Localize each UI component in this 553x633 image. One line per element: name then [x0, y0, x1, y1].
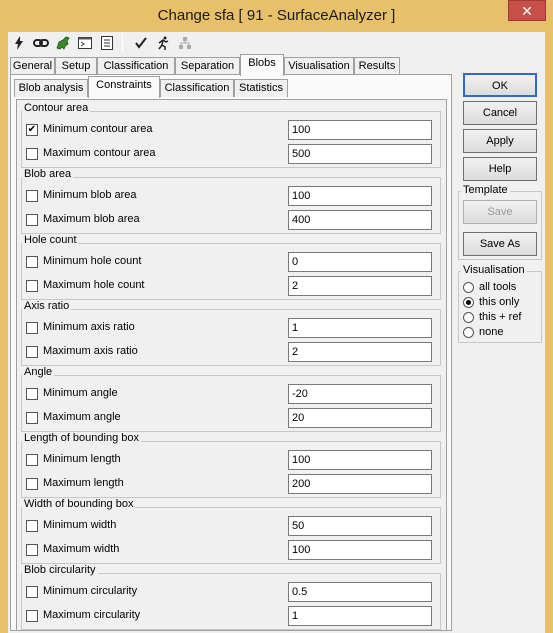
min-angle-checkbox[interactable]: [26, 388, 38, 400]
max-axis-ratio-field[interactable]: [288, 342, 432, 362]
radio-label: none: [479, 326, 504, 338]
hole-count-group: [21, 234, 441, 300]
constraints-panel: [16, 99, 447, 631]
constraint-row: [26, 210, 438, 230]
dialog-client: [8, 32, 545, 633]
max-contour-area-field[interactable]: [288, 144, 432, 164]
blobs-panel: [10, 74, 452, 631]
min-hole-count-checkbox[interactable]: [26, 256, 38, 268]
row-label: Maximum angle: [43, 411, 121, 423]
toolbar-separator: [122, 34, 123, 52]
min-circularity-checkbox[interactable]: [26, 586, 38, 598]
min-hole-count-field[interactable]: [288, 252, 432, 272]
row-label: Minimum contour area: [43, 123, 153, 135]
row-label: Minimum hole count: [43, 255, 142, 267]
max-axis-ratio-checkbox[interactable]: [26, 346, 38, 358]
max-hole-count-field[interactable]: [288, 276, 432, 296]
apply-button[interactable]: Apply: [463, 129, 537, 153]
tab-sub-classification[interactable]: Classification: [160, 79, 234, 97]
group-title: Blob circularity: [24, 564, 96, 576]
row-label: Maximum blob area: [43, 213, 140, 225]
min-blob-area-checkbox[interactable]: [26, 190, 38, 202]
group-title: Blob area: [24, 168, 72, 180]
max-length-field[interactable]: [288, 474, 432, 494]
constraint-row: [26, 384, 438, 404]
row-label: Minimum angle: [43, 387, 118, 399]
group-title: Hole count: [24, 234, 77, 246]
tab-statistics[interactable]: Statistics: [234, 79, 288, 97]
circularity-group: [21, 564, 441, 630]
radio-button[interactable]: [463, 312, 474, 323]
constraint-row: [26, 186, 438, 206]
radio-label: this only: [479, 296, 520, 308]
max-contour-area-checkbox[interactable]: [26, 148, 38, 160]
row-label: Minimum circularity: [43, 585, 138, 597]
checkmark-icon[interactable]: [132, 34, 150, 52]
max-angle-checkbox[interactable]: [26, 412, 38, 424]
cancel-button[interactable]: Cancel: [463, 101, 537, 125]
min-blob-area-field[interactable]: [288, 186, 432, 206]
tab-blobs[interactable]: Blobs: [240, 54, 284, 76]
max-width-checkbox[interactable]: [26, 544, 38, 556]
title-bar[interactable]: [0, 0, 553, 32]
axis-ratio-group: [21, 300, 441, 366]
max-length-checkbox[interactable]: [26, 478, 38, 490]
radio-label: all tools: [479, 281, 517, 293]
radio-button[interactable]: [463, 327, 474, 338]
tab-results[interactable]: Results: [354, 57, 400, 75]
max-circularity-field[interactable]: [288, 606, 432, 626]
help-button[interactable]: Help: [463, 157, 537, 181]
row-label: Maximum contour area: [43, 147, 156, 159]
min-length-field[interactable]: [288, 450, 432, 470]
bounding-length-group: [21, 432, 441, 498]
group-title: Length of bounding box: [24, 432, 139, 444]
template-title: Template: [463, 184, 508, 196]
min-length-checkbox[interactable]: [26, 454, 38, 466]
link-icon[interactable]: [32, 34, 50, 52]
radio-button[interactable]: [463, 297, 474, 308]
row-label: Maximum circularity: [43, 609, 141, 621]
angle-group: [21, 366, 441, 432]
blob-area-group: [21, 168, 441, 234]
tab-blob-analysis[interactable]: Blob analysis: [14, 79, 88, 97]
row-label: Minimum width: [43, 519, 117, 531]
console-icon[interactable]: [76, 34, 94, 52]
tab-classification[interactable]: Classification: [97, 57, 175, 75]
close-button[interactable]: ✕: [508, 0, 546, 21]
template-save-button: Save: [463, 200, 537, 224]
constraint-row: [26, 450, 438, 470]
max-blob-area-field[interactable]: [288, 210, 432, 230]
min-contour-area-field[interactable]: [288, 120, 432, 140]
constraint-row: [26, 120, 438, 140]
constraint-row: [26, 516, 438, 536]
min-axis-ratio-checkbox[interactable]: [26, 322, 38, 334]
constraint-row: [26, 582, 438, 602]
group-title: Contour area: [24, 102, 89, 114]
visualisation-title: Visualisation: [463, 264, 525, 276]
constraint-row: [26, 606, 438, 626]
max-hole-count-checkbox[interactable]: [26, 280, 38, 292]
row-label: Maximum width: [43, 543, 120, 555]
ok-button[interactable]: OK: [463, 73, 537, 97]
row-label: Minimum length: [43, 453, 121, 465]
bolt-icon[interactable]: [10, 34, 28, 52]
constraint-row: [26, 342, 438, 362]
row-label: Maximum length: [43, 477, 124, 489]
row-label: Minimum axis ratio: [43, 321, 135, 333]
group-title: Axis ratio: [24, 300, 70, 312]
network-icon: [176, 34, 194, 52]
tab-separation[interactable]: Separation: [175, 57, 240, 75]
row-label: Maximum hole count: [43, 279, 145, 291]
toolbar: [8, 32, 545, 54]
constraint-row: [26, 474, 438, 494]
constraint-row: [26, 144, 438, 164]
tab-constraints[interactable]: Constraints: [88, 76, 160, 98]
tab-general[interactable]: General: [10, 57, 55, 75]
dinosaur-icon[interactable]: [54, 34, 72, 52]
min-angle-field[interactable]: [288, 384, 432, 404]
min-circularity-field[interactable]: [288, 582, 432, 602]
group-title: Width of bounding box: [24, 498, 134, 510]
row-label: Minimum blob area: [43, 189, 137, 201]
max-width-field[interactable]: [288, 540, 432, 560]
bounding-width-group: [21, 498, 441, 564]
constraint-row: [26, 540, 438, 560]
tab-setup[interactable]: Setup: [55, 57, 97, 75]
template-save-as-button[interactable]: Save As: [463, 232, 537, 256]
window-title: Change sfa [ 91 - SurfaceAnalyzer ]: [157, 7, 396, 24]
constraint-row: [26, 318, 438, 338]
visualisation-group: [458, 264, 542, 343]
tab-visualisation[interactable]: Visualisation: [284, 57, 354, 75]
radio-button[interactable]: [463, 282, 474, 293]
constraint-row: [26, 252, 438, 272]
row-label: Maximum axis ratio: [43, 345, 138, 357]
min-contour-area-checkbox[interactable]: ✔: [27, 124, 37, 135]
max-circularity-checkbox[interactable]: [26, 610, 38, 622]
radio-label: this + ref: [479, 311, 522, 323]
constraint-row: [26, 408, 438, 428]
run-icon[interactable]: [154, 34, 172, 52]
notes-icon[interactable]: [98, 34, 116, 52]
max-blob-area-checkbox[interactable]: [26, 214, 38, 226]
min-axis-ratio-field[interactable]: [288, 318, 432, 338]
constraint-row: [26, 276, 438, 296]
group-title: Angle: [24, 366, 53, 378]
min-width-checkbox[interactable]: [26, 520, 38, 532]
min-width-field[interactable]: [288, 516, 432, 536]
contour-area-group: [21, 102, 441, 168]
max-angle-field[interactable]: [288, 408, 432, 428]
